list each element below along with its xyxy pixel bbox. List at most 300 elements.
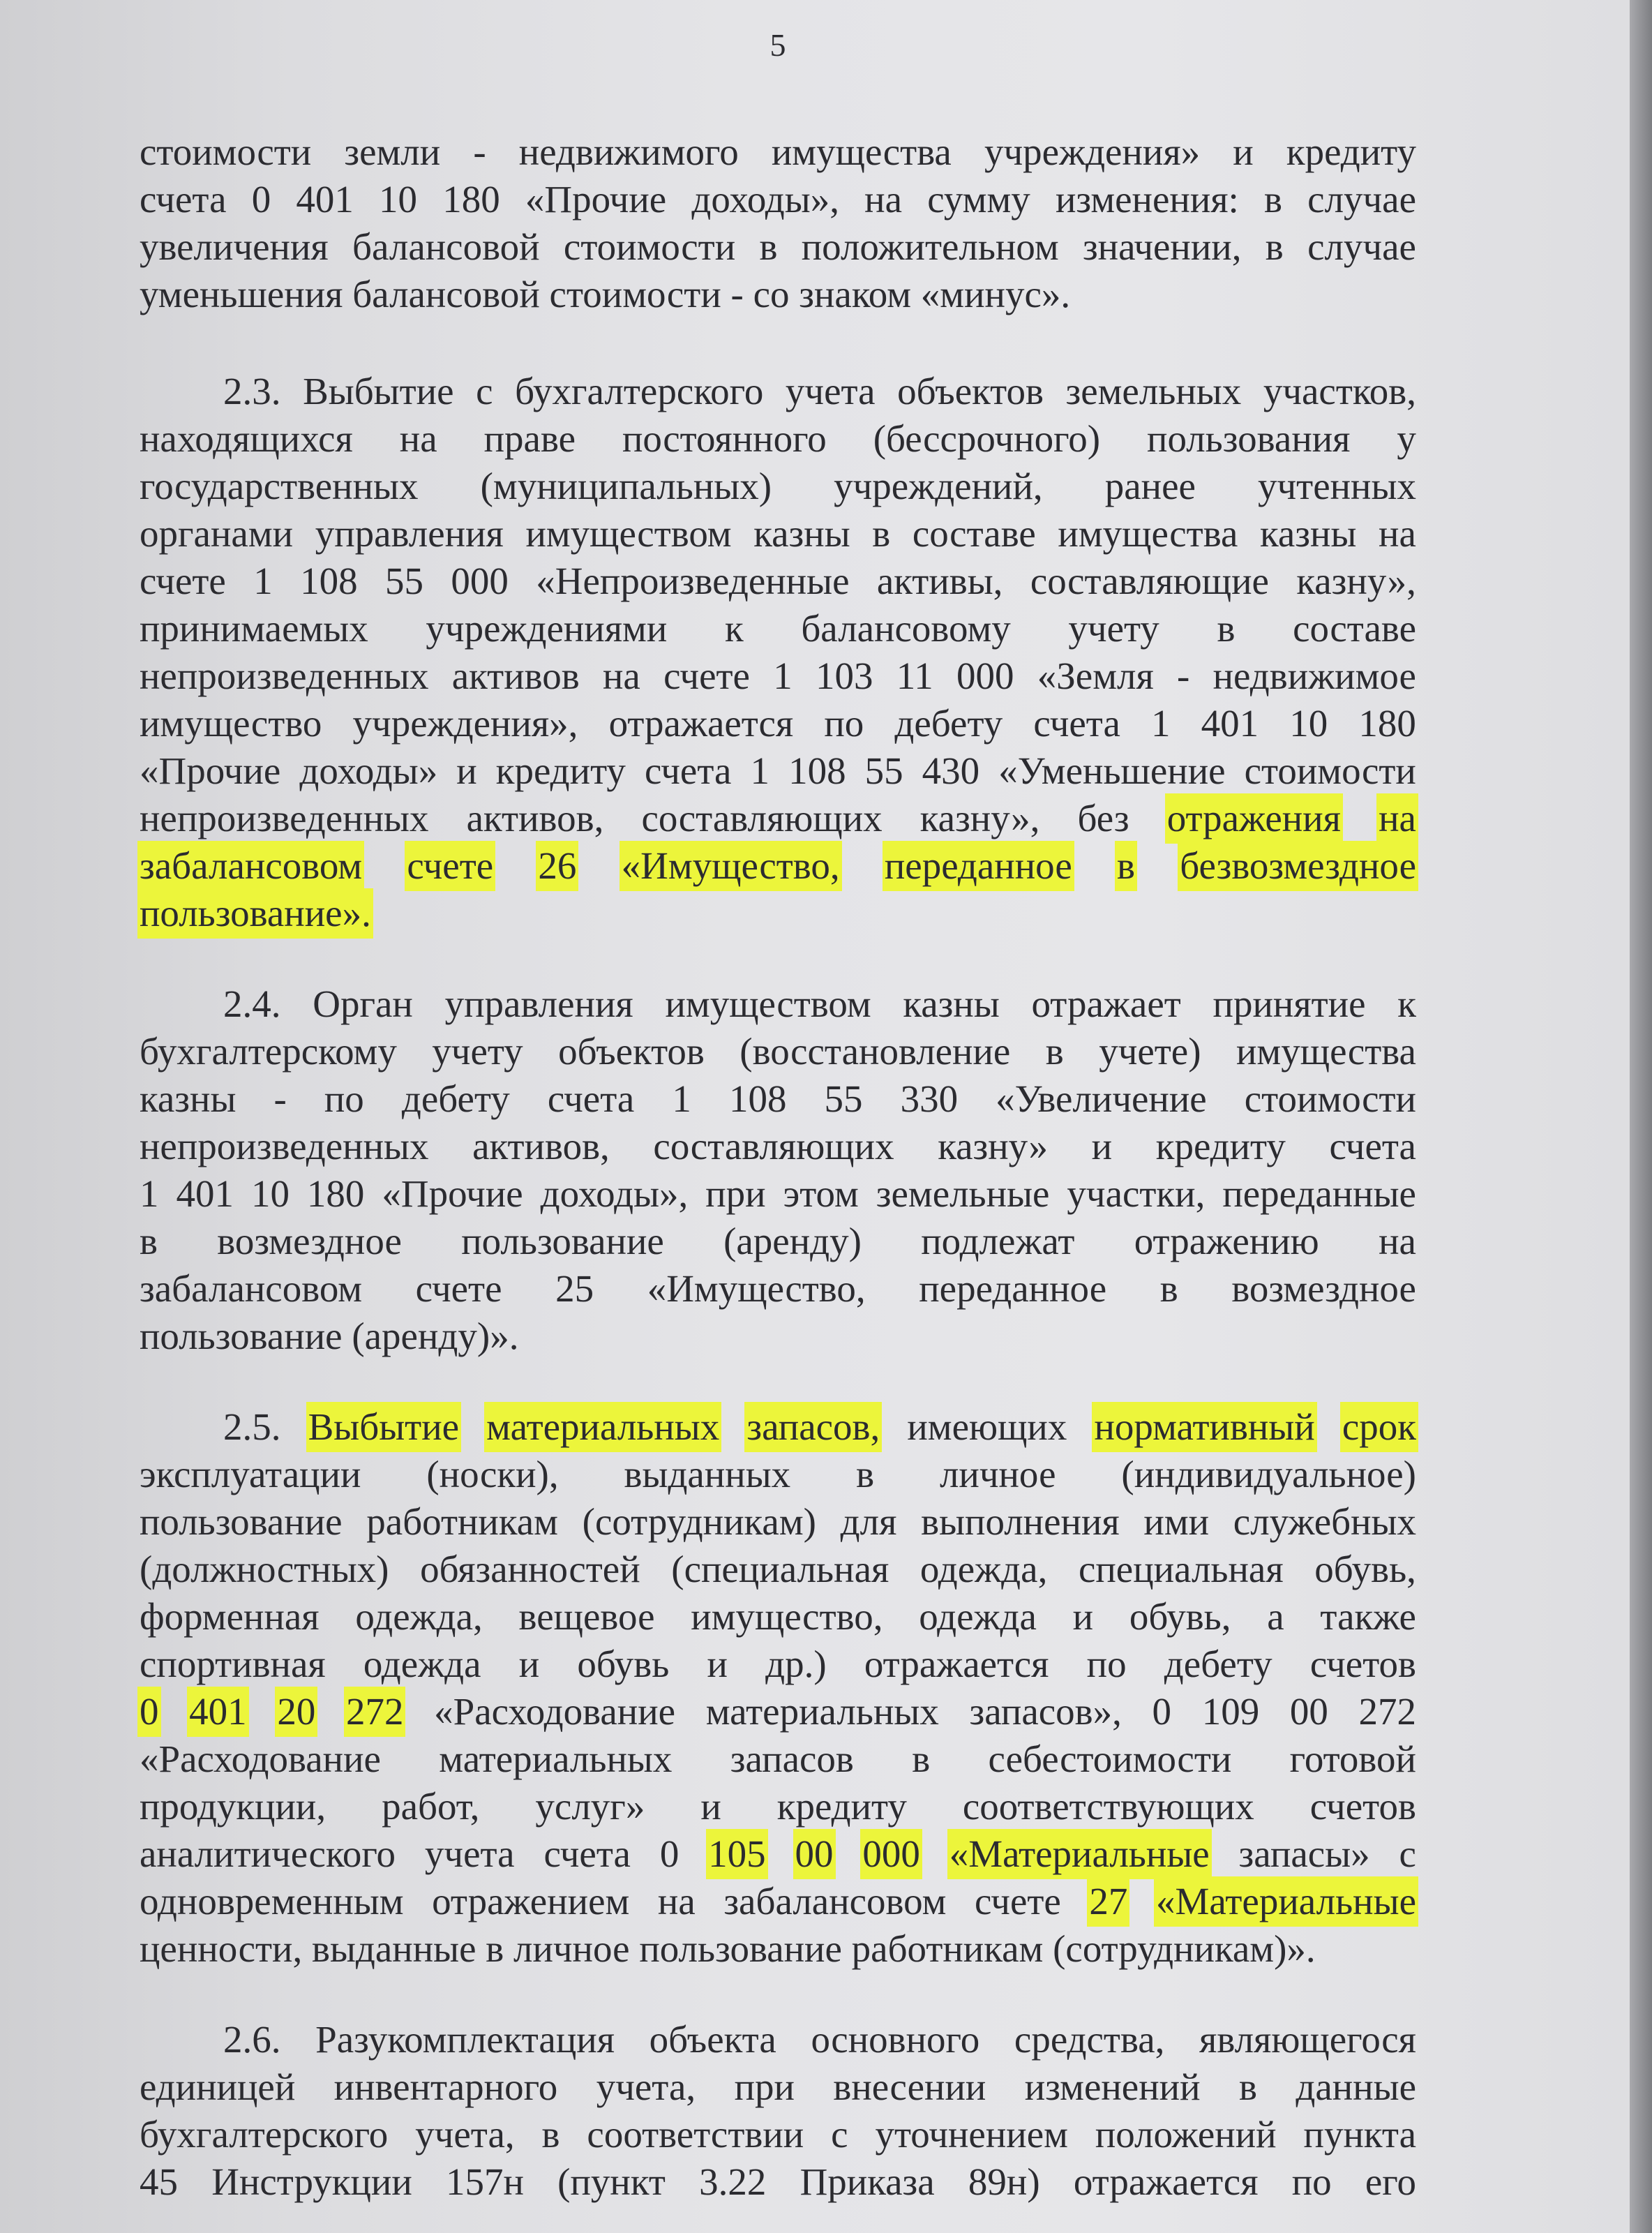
word: счета	[140, 178, 227, 221]
word: (муниципальных)	[480, 465, 772, 507]
text-line	[140, 1218, 1416, 1264]
word-space	[630, 1926, 640, 1972]
word-space	[476, 1926, 486, 1972]
word: выданных	[624, 1453, 791, 1495]
text-line	[140, 1784, 1416, 1830]
word: 89н)	[968, 2160, 1040, 2203]
word: «Прочие	[140, 749, 281, 792]
word: знаком	[799, 273, 912, 315]
text-line	[140, 890, 1416, 936]
text-line	[140, 1266, 1416, 1312]
word: земельных	[1065, 370, 1242, 412]
highlighted-word: 000	[862, 1831, 920, 1877]
text-line	[140, 2017, 1416, 2063]
word: стоимости	[563, 225, 736, 268]
word: соответствии	[587, 2113, 804, 2156]
word: стоимости	[1244, 1077, 1416, 1120]
word: специальная	[1078, 1548, 1284, 1590]
word: 2.3.	[223, 370, 281, 412]
word: учтенных	[1258, 465, 1416, 507]
word: непроизведенных	[140, 797, 429, 839]
word: единицей	[140, 2066, 296, 2108]
highlighted-word: «Имущество,	[622, 843, 840, 889]
word: также	[1320, 1595, 1416, 1638]
word: дебету	[1164, 1643, 1272, 1685]
word: 401	[1201, 702, 1259, 745]
text-line	[140, 558, 1416, 604]
word: управления	[315, 512, 504, 555]
word: подлежат	[921, 1220, 1075, 1262]
word: др.)	[765, 1643, 827, 1685]
text-line	[140, 701, 1416, 747]
word: имущество,	[691, 1595, 883, 1638]
highlighted-word: срок	[1342, 1404, 1416, 1450]
text-line	[140, 748, 1416, 794]
word: 3.22	[699, 2160, 767, 2203]
word: 330	[900, 1077, 959, 1120]
word: в	[1265, 225, 1284, 268]
word: 10	[1289, 702, 1328, 745]
word-space	[302, 1926, 312, 1972]
word: обувь,	[1314, 1548, 1416, 1590]
word: дебету	[894, 702, 1003, 745]
word: имущества	[1236, 1030, 1416, 1073]
word: стоимости	[140, 130, 312, 173]
word: для	[840, 1500, 897, 1543]
highlighted-word: 272	[346, 1689, 404, 1735]
word: 0	[1152, 1690, 1172, 1733]
word: «Расходование	[140, 1738, 381, 1780]
word: в	[1238, 2066, 1257, 2108]
word: активы,	[876, 560, 1003, 602]
text-line	[140, 1736, 1416, 1782]
highlighted-word: 20	[277, 1689, 315, 1735]
text-line	[140, 177, 1416, 223]
word: одежда	[919, 1595, 1037, 1638]
word: запасов	[730, 1738, 854, 1780]
word-space	[343, 1313, 352, 1359]
word: (восстановление	[739, 1030, 1011, 1073]
highlighted-word: Выбытие	[308, 1404, 459, 1450]
highlighted-word: забалансовом	[140, 843, 362, 889]
word: 25	[555, 1267, 594, 1310]
word: доходы»,	[691, 178, 839, 221]
word: 10	[379, 178, 418, 221]
text-line	[140, 1123, 1416, 1170]
word: внесении	[833, 2066, 986, 2108]
word: а	[1267, 1595, 1284, 1638]
word: форменная	[140, 1595, 320, 1638]
highlighted-word: 27	[1089, 1879, 1127, 1925]
highlighted-word: «Материальные	[1156, 1879, 1416, 1925]
word: на	[1379, 512, 1416, 555]
word: в	[912, 1738, 931, 1780]
word: в	[1045, 1030, 1064, 1073]
text-line	[140, 1313, 1416, 1359]
word: одежда	[363, 1643, 481, 1685]
word: 2.6.	[223, 2018, 281, 2061]
word: составляющих	[653, 1125, 894, 1167]
word: объектов	[558, 1030, 705, 1073]
text-line	[140, 1171, 1416, 1217]
word: -	[273, 1077, 287, 1120]
word: отражением	[432, 1880, 630, 1922]
word: кредиту	[1155, 1125, 1286, 1167]
word: доходы»,	[540, 1172, 689, 1215]
highlighted-word: «Материальные	[949, 1831, 1210, 1877]
word: принятие	[1212, 983, 1366, 1025]
word: 401	[296, 178, 354, 221]
word: пользование	[639, 1927, 842, 1970]
text-line	[140, 1926, 1416, 1972]
word: на	[657, 1880, 696, 1922]
word: обязанностей	[420, 1548, 640, 1590]
word: счета	[1329, 1125, 1416, 1167]
word: (индивидуальное)	[1121, 1453, 1416, 1495]
word: спортивная	[140, 1643, 326, 1685]
word: изменения:	[1055, 178, 1239, 221]
word: отражению	[1134, 1220, 1319, 1262]
word: 45	[140, 2160, 178, 2203]
word: на	[864, 178, 903, 221]
text-line	[140, 1689, 1416, 1735]
word: 272	[1358, 1690, 1416, 1733]
word: Орган	[313, 983, 413, 1025]
word: участки,	[1067, 1172, 1206, 1215]
word: недвижимое	[1212, 655, 1416, 697]
word: казны	[753, 512, 850, 555]
word: счета	[547, 1077, 635, 1120]
word: и	[1233, 130, 1254, 173]
word: этом	[783, 1172, 859, 1215]
word: по	[324, 1077, 364, 1120]
word: без	[1077, 797, 1129, 839]
highlighted-word: безвозмездное	[1180, 843, 1416, 889]
word: услуг»	[535, 1785, 645, 1828]
word: отражается	[864, 1643, 1049, 1685]
word: положений	[1095, 2113, 1277, 2156]
word: 1	[750, 749, 770, 792]
word: учета,	[415, 2113, 515, 2156]
word: участков,	[1263, 370, 1416, 412]
word: средства,	[1014, 2018, 1165, 2061]
word: отражается	[1073, 2160, 1259, 2203]
word: и	[1091, 1125, 1113, 1167]
word: при	[705, 1172, 766, 1215]
word: пользование	[140, 1500, 343, 1543]
word: к	[1397, 983, 1416, 1025]
word: на	[1379, 1220, 1416, 1262]
word: стоимости	[1244, 749, 1416, 792]
word: (сотрудникам)	[582, 1500, 816, 1543]
word-space	[790, 271, 799, 318]
word: 2.4.	[223, 983, 281, 1025]
text-line	[140, 1546, 1416, 1592]
word: управления	[444, 983, 633, 1025]
word: «Прочие	[525, 178, 667, 221]
word: активов,	[472, 1125, 610, 1167]
word: казны	[140, 1077, 236, 1120]
word: отражает	[1031, 983, 1181, 1025]
word: 000	[451, 560, 509, 602]
word: дебету	[401, 1077, 510, 1120]
highlighted-word: 401	[189, 1689, 247, 1735]
word: «минус».	[920, 273, 1071, 315]
word: значении,	[1082, 225, 1242, 268]
word: -	[1177, 655, 1190, 697]
word: одежда,	[355, 1595, 483, 1638]
word: земельные	[876, 1172, 1050, 1215]
word: работникам	[851, 1927, 1044, 1970]
word: ранее	[1104, 465, 1196, 507]
word: личное	[939, 1453, 1056, 1495]
word: недвижимого	[518, 130, 739, 173]
word: основного	[811, 2018, 980, 2061]
word: запасы»	[1238, 1832, 1370, 1875]
word: увеличения	[140, 225, 329, 268]
word: бухгалтерского	[140, 2113, 389, 2156]
word: его	[1365, 2160, 1416, 2203]
word: составляющие	[1030, 560, 1269, 602]
word-space	[721, 271, 731, 318]
word: (носки),	[426, 1453, 559, 1495]
text-line	[140, 1879, 1416, 1925]
word: случае	[1307, 178, 1416, 221]
word: с	[476, 370, 493, 412]
word: счета	[644, 749, 732, 792]
word: 0	[251, 178, 271, 221]
word: выданные	[311, 1927, 476, 1970]
word: аналитического	[140, 1832, 396, 1875]
word: балансовой	[352, 273, 540, 315]
word: -	[473, 130, 486, 173]
highlighted-word: 105	[708, 1831, 766, 1877]
word: непроизведенных	[140, 655, 429, 697]
word: Инструкции	[211, 2160, 412, 2203]
word: 10	[250, 1172, 290, 1215]
word: в	[541, 2113, 560, 2156]
word: непроизведенных	[140, 1125, 429, 1167]
word: Разукомплектация	[315, 2018, 615, 2061]
word: имеющих	[907, 1405, 1067, 1448]
word-space	[343, 271, 352, 318]
word: являющегося	[1199, 2018, 1416, 2061]
word: «Расходование	[434, 1690, 676, 1733]
word: кредиту	[776, 1785, 907, 1828]
highlighted-word: 26	[538, 843, 576, 889]
word: имущество	[140, 702, 322, 745]
word: в	[856, 1453, 875, 1495]
word: 430	[922, 749, 980, 792]
text-line	[140, 981, 1416, 1027]
text-line	[140, 606, 1416, 652]
word: учреждений,	[834, 465, 1043, 507]
word: «Уменьшение	[998, 749, 1226, 792]
word: составе	[1293, 607, 1416, 650]
text-line	[140, 2064, 1416, 2110]
word: учета	[785, 370, 876, 412]
word: учреждениями	[426, 607, 668, 650]
word: бухгалтерскому	[140, 1030, 397, 1073]
word: (сотрудникам)».	[1053, 1927, 1316, 1970]
word: (бессрочного)	[873, 417, 1101, 460]
word: учреждения»,	[352, 702, 578, 745]
word: «Прочие	[382, 1172, 523, 1215]
word: материальных	[705, 1690, 939, 1733]
word-space	[540, 271, 550, 318]
word: казны	[1260, 512, 1357, 555]
word: (должностных)	[140, 1548, 389, 1590]
highlighted-word: нормативный	[1094, 1404, 1314, 1450]
highlighted-word: пользование».	[140, 890, 371, 936]
word: 00	[1289, 1690, 1328, 1733]
word: «Имущество,	[647, 1267, 866, 1310]
word: (аренду)».	[352, 1315, 519, 1357]
word: и	[456, 749, 477, 792]
word: балансовой	[352, 225, 540, 268]
text-line	[140, 511, 1416, 557]
word: 55	[824, 1077, 863, 1120]
text-line	[140, 2112, 1416, 2158]
word: инвентарного	[333, 2066, 558, 2108]
highlighted-word: отражения	[1167, 796, 1341, 842]
word: отражается	[608, 702, 794, 745]
word: «Земля	[1037, 655, 1154, 697]
word: изменений	[1024, 2066, 1201, 2108]
word: государственных	[140, 465, 419, 507]
text-line	[140, 1076, 1416, 1122]
word: запасов»,	[969, 1690, 1122, 1733]
word: в	[1217, 607, 1236, 650]
word: случае	[1307, 225, 1416, 268]
word: 108	[788, 749, 846, 792]
word: принимаемых	[140, 607, 368, 650]
word: с	[831, 2113, 848, 2156]
word: 1	[672, 1077, 691, 1120]
word: 157н	[446, 2160, 524, 2203]
word: данные	[1296, 2066, 1416, 2108]
text-line	[140, 1641, 1416, 1687]
word: по	[824, 702, 864, 745]
word: 55	[864, 749, 903, 792]
word-space	[504, 1926, 513, 1972]
word: в	[140, 1220, 158, 1262]
word: забалансовом	[140, 1267, 363, 1310]
word: 103	[815, 655, 873, 697]
word: 109	[1201, 1690, 1260, 1733]
word: переданные	[1222, 1172, 1416, 1215]
word: 180	[306, 1172, 365, 1215]
word: счета	[543, 1832, 631, 1875]
word: со	[753, 273, 790, 315]
word: в	[759, 225, 778, 268]
word: органами	[140, 512, 294, 555]
text-line	[140, 2159, 1416, 2205]
word: работникам	[366, 1500, 558, 1543]
word: уменьшения	[140, 273, 343, 315]
word: забалансовом	[723, 1880, 947, 1922]
word: стоимости	[549, 273, 721, 315]
word: 1	[773, 655, 793, 697]
word: у	[1397, 417, 1416, 460]
text-line	[140, 653, 1416, 699]
word: балансовому	[801, 607, 1011, 650]
text-line	[140, 463, 1416, 509]
word: «Непроизведенные	[536, 560, 850, 602]
text-line	[140, 796, 1416, 842]
word-space	[842, 1926, 852, 1972]
word: счете	[974, 1880, 1061, 1922]
word: (пункт	[557, 2160, 666, 2203]
word: счете	[415, 1267, 502, 1310]
word: находящихся	[140, 417, 353, 460]
word: счетов	[1309, 1785, 1416, 1828]
text-line	[140, 843, 1416, 889]
word: готовой	[1289, 1738, 1416, 1780]
word: имуществом	[665, 983, 871, 1025]
word: (аренду)	[723, 1220, 862, 1262]
word: в	[1264, 178, 1282, 221]
word: 108	[728, 1077, 787, 1120]
word: по	[1086, 1643, 1127, 1685]
highlighted-word: 00	[795, 1831, 834, 1877]
word: ценности,	[140, 1927, 303, 1970]
word: 401	[176, 1172, 234, 1215]
text-line	[140, 1029, 1416, 1075]
text-line	[140, 1499, 1416, 1545]
word: счетов	[1309, 1643, 1416, 1685]
word: служебных	[1233, 1500, 1416, 1543]
word: 55	[385, 560, 424, 602]
word: уточнением	[875, 2113, 1068, 2156]
word: эксплуатации	[140, 1453, 361, 1495]
word: кредиту	[1286, 130, 1416, 173]
word: объектов	[897, 370, 1044, 412]
word: счете	[140, 560, 226, 602]
word: и	[700, 1785, 721, 1828]
word: -	[730, 273, 744, 315]
word-space	[1043, 1926, 1053, 1972]
word: учреждения»	[984, 130, 1201, 173]
word: 11	[896, 655, 933, 697]
word: учету	[432, 1030, 523, 1073]
word: доходы»	[299, 749, 438, 792]
word: сумму	[927, 178, 1030, 221]
word: Приказа	[799, 2160, 935, 2203]
word: ими	[1143, 1500, 1210, 1543]
word-space	[911, 271, 921, 318]
text-line	[140, 1451, 1416, 1498]
text-line	[140, 1594, 1416, 1640]
word: бухгалтерского	[515, 370, 764, 412]
word: пользование	[461, 1220, 664, 1262]
word: имуществом	[525, 512, 732, 555]
word: продукции,	[140, 1785, 326, 1828]
word: 108	[300, 560, 358, 602]
word: 1	[253, 560, 273, 602]
highlighted-word: 0	[140, 1689, 159, 1735]
word: земли	[344, 130, 441, 173]
word: работ,	[382, 1785, 480, 1828]
word: вещевое	[518, 1595, 655, 1638]
word: переданное	[919, 1267, 1107, 1310]
text-line	[140, 1831, 1416, 1877]
word: одежда,	[919, 1548, 1048, 1590]
word: по	[1291, 2160, 1332, 2203]
word: личное	[513, 1927, 630, 1970]
word: в	[872, 512, 891, 555]
word: одновременным	[140, 1880, 404, 1922]
